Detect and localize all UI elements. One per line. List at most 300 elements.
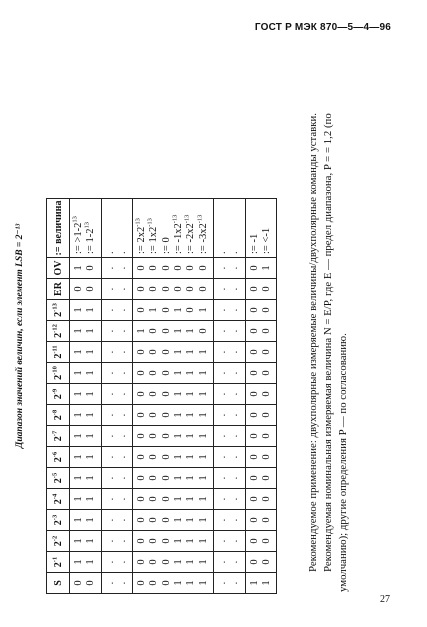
table-cell [70, 199, 102, 258]
table-cell [213, 510, 245, 531]
column-header [47, 510, 70, 531]
bit-value: . [229, 539, 241, 543]
bit-value: 0 [260, 559, 272, 565]
table-row-group [245, 199, 277, 594]
bit-value: 0 [248, 307, 260, 313]
table-cell [245, 489, 277, 510]
bit-value: . [104, 266, 116, 270]
bit-value: 0 [160, 412, 172, 418]
quantity-value: := <-1 [260, 227, 272, 254]
table-header-row [47, 199, 70, 594]
bit-value: 0 [160, 559, 172, 565]
bit-value: . [229, 413, 241, 417]
bit-value: 1 [85, 391, 97, 397]
table-caption: Диапазон значений величин, если элемент LSB = 2⁻¹³ [15, 223, 25, 449]
bit-value: 0 [260, 328, 272, 334]
quantity-value: := $-3x2^{-13}$ [196, 214, 209, 254]
table-cell [101, 510, 133, 531]
bit-value: 1 [73, 433, 84, 439]
table-cell [213, 552, 245, 573]
table-cell [101, 384, 133, 405]
table-cell [245, 405, 277, 426]
bit-value: 1 [173, 454, 185, 460]
table-cell [101, 363, 133, 384]
bit-value: . [216, 308, 228, 312]
table-cell [133, 258, 214, 279]
bit-value: . [216, 350, 228, 354]
table-cell [245, 531, 277, 552]
column-header-exponent: -2 [51, 535, 59, 542]
bit-value: 0 [160, 538, 172, 544]
table-cell [213, 258, 245, 279]
bit-value: 0 [136, 349, 148, 355]
table-cell [70, 531, 102, 552]
bit-value: 1 [85, 559, 97, 565]
quantity-exponent: -13 [134, 218, 142, 227]
bit-value: . [104, 308, 116, 312]
bit-value: 0 [248, 433, 260, 439]
bit-value: . [229, 329, 241, 333]
table-cell [101, 468, 133, 489]
bit-value: 0 [160, 517, 172, 523]
column-header-label: 2 [52, 353, 64, 359]
table-cell [213, 489, 245, 510]
column-header [47, 489, 70, 510]
bit-value: . [116, 392, 128, 396]
bit-value: 0 [85, 265, 97, 271]
table-cell [101, 573, 133, 594]
bit-value: 0 [173, 265, 185, 271]
bit-value: 1 [173, 412, 185, 418]
bit-value: 0 [148, 370, 160, 376]
column-header [47, 199, 70, 258]
column-header [47, 405, 70, 426]
bit-value: . [216, 266, 228, 270]
bit-value: 0 [197, 265, 209, 271]
column-header-exponent: -5 [51, 472, 59, 479]
bit-value: 0 [248, 454, 260, 460]
quantity-value: . [104, 251, 116, 254]
column-header-label: S [52, 580, 64, 586]
bit-value: 0 [136, 496, 148, 502]
bit-value: 0 [160, 496, 172, 502]
bit-value: 1 [73, 538, 84, 544]
bit-value: 1 [85, 412, 97, 418]
table-row-group [70, 199, 102, 594]
bit-value: . [216, 371, 228, 375]
table-cell [70, 552, 102, 573]
bit-value: . [104, 560, 116, 564]
bit-value: 0 [136, 580, 148, 586]
bit-value: 1 [173, 496, 185, 502]
bit-value: 1 [197, 517, 209, 523]
bit-value: . [116, 329, 128, 333]
bit-value: . [104, 329, 116, 333]
bit-value: 1 [73, 517, 84, 523]
bit-value: 1 [185, 475, 197, 481]
table-cell [133, 510, 214, 531]
bit-value: 1 [197, 349, 209, 355]
table-cell [245, 300, 277, 321]
table-cell [213, 279, 245, 300]
bit-value: 1 [85, 496, 97, 502]
table-cell [133, 279, 214, 300]
bit-value: 0 [248, 391, 260, 397]
table-cell [213, 363, 245, 384]
table-cell [101, 447, 133, 468]
bit-value: 0 [260, 517, 272, 523]
table-cell [213, 468, 245, 489]
column-header-label: 2 [52, 374, 64, 380]
bit-value: 0 [248, 370, 260, 376]
notes [306, 77, 351, 592]
bit-value: 0 [248, 475, 260, 481]
column-header-label: := величина [52, 200, 64, 256]
column-header-label: OV [52, 260, 64, 276]
bit-value: 1 [185, 370, 197, 376]
column-header [47, 258, 70, 279]
quantity-value: := $>1-2^{13}$ [71, 216, 84, 254]
bit-value: . [116, 350, 128, 354]
bit-value: 1 [197, 538, 209, 544]
bit-value: 1 [173, 433, 185, 439]
bit-value: 1 [173, 538, 185, 544]
table-cell [133, 405, 214, 426]
column-header-exponent: -11 [51, 345, 59, 354]
bit-value: 1 [185, 349, 197, 355]
column-header [47, 384, 70, 405]
bit-value: 0 [160, 580, 172, 586]
bit-value: . [229, 350, 241, 354]
bit-value: . [229, 581, 241, 585]
bit-value: 1 [185, 433, 197, 439]
table-cell [245, 426, 277, 447]
bit-value: 0 [160, 349, 172, 355]
bit-value: 0 [248, 496, 260, 502]
table-cell [213, 405, 245, 426]
table-cell [133, 363, 214, 384]
bit-value: . [104, 581, 116, 585]
column-header-label: 2 [52, 541, 64, 547]
bit-value: 0 [260, 370, 272, 376]
bit-value: 1 [73, 475, 84, 481]
bit-value: 0 [148, 286, 160, 292]
bit-value: 1 [197, 496, 209, 502]
bit-value: 1 [248, 580, 260, 586]
bit-value: 0 [148, 454, 160, 460]
bit-value: . [229, 497, 241, 501]
bit-value: . [216, 329, 228, 333]
table-cell [245, 468, 277, 489]
column-header [47, 468, 70, 489]
table-cell [245, 199, 277, 258]
bit-value: . [116, 497, 128, 501]
bit-value: 0 [248, 265, 260, 271]
table-cell [245, 510, 277, 531]
bit-value: 0 [260, 412, 272, 418]
column-header-label: 2 [52, 478, 64, 484]
bit-value: . [229, 476, 241, 480]
bit-value: . [216, 518, 228, 522]
column-header-label: 2 [52, 415, 64, 421]
bit-value: 1 [173, 349, 185, 355]
table-cell [133, 447, 214, 468]
table-cell [213, 342, 245, 363]
bit-value: 1 [197, 307, 209, 313]
bit-value: 1 [148, 307, 160, 313]
table-cell [70, 489, 102, 510]
bit-value: . [116, 581, 128, 585]
table-cell [101, 300, 133, 321]
column-header [47, 300, 70, 321]
bit-value: 0 [148, 559, 160, 565]
quantity-value: . [116, 251, 128, 254]
table-cell [213, 384, 245, 405]
column-header-exponent: -3 [51, 514, 59, 521]
table-cell [133, 573, 214, 594]
bit-value: 1 [173, 559, 185, 565]
bit-value: . [229, 518, 241, 522]
bit-value: . [104, 287, 116, 291]
bit-value: 1 [73, 496, 84, 502]
bit-value: 0 [136, 517, 148, 523]
bit-value: 0 [260, 496, 272, 502]
quantity-value: := 0 [160, 237, 172, 254]
bit-value: 0 [148, 328, 160, 334]
bit-value: . [229, 287, 241, 291]
table-cell [133, 384, 214, 405]
bit-value: 0 [160, 265, 172, 271]
table-cell [133, 552, 214, 573]
bit-value: 1 [173, 475, 185, 481]
column-header-exponent: -9 [51, 388, 59, 395]
bit-value: 0 [248, 328, 260, 334]
bit-value: . [216, 434, 228, 438]
bit-value: 0 [136, 265, 148, 271]
table-cell [213, 321, 245, 342]
bit-value: 0 [260, 454, 272, 460]
bit-value: 0 [160, 370, 172, 376]
bit-value: . [116, 518, 128, 522]
table-cell [245, 552, 277, 573]
table-cell [70, 384, 102, 405]
column-header [47, 342, 70, 363]
bit-value: 0 [160, 286, 172, 292]
bit-value: 1 [73, 559, 84, 565]
note-nominal: Рекомендуемая номинальная измеряемая величина N = E/P, где E — предел диапазона, P = = 1,2 (по умолчанию); другие определения P — по согласованию. [322, 113, 349, 592]
bit-value: 0 [160, 391, 172, 397]
bit-value: . [116, 476, 128, 480]
bit-value: 0 [148, 475, 160, 481]
bit-value: 1 [185, 517, 197, 523]
bit-value: 0 [136, 538, 148, 544]
bit-value: 1 [197, 391, 209, 397]
bit-value: . [116, 287, 128, 291]
bit-value: 1 [185, 454, 197, 460]
table-cell [245, 342, 277, 363]
column-header [47, 426, 70, 447]
column-header-label: 2 [52, 562, 64, 568]
bit-value: . [104, 455, 116, 459]
bit-value: 1 [185, 391, 197, 397]
bit-value: . [104, 392, 116, 396]
table-cell [70, 573, 102, 594]
bit-value: . [229, 371, 241, 375]
bit-value: 1 [173, 307, 185, 313]
bit-value: 1 [73, 307, 84, 313]
bit-value: 0 [136, 412, 148, 418]
table-cell [133, 426, 214, 447]
column-header-label: 2 [52, 311, 64, 317]
bit-value: 0 [148, 412, 160, 418]
bit-value: 1 [85, 454, 97, 460]
table-cell [213, 447, 245, 468]
table-cell [133, 489, 214, 510]
bit-value: 1 [73, 454, 84, 460]
bit-value: 0 [197, 286, 209, 292]
bit-value: 1 [173, 328, 185, 334]
bit-value: . [104, 350, 116, 354]
quantity-value: := -1 [248, 233, 260, 254]
table-cell [245, 321, 277, 342]
table-cell [213, 531, 245, 552]
column-header-label: 2 [52, 457, 64, 463]
column-header [47, 531, 70, 552]
table-cell [101, 426, 133, 447]
bit-value: . [116, 308, 128, 312]
bit-value: 1 [85, 538, 97, 544]
quantity-exponent: 13 [83, 222, 91, 229]
table-cell [70, 510, 102, 531]
bit-value: 1 [85, 433, 97, 439]
bit-value: . [229, 434, 241, 438]
bit-value: . [104, 539, 116, 543]
bit-value: . [116, 434, 128, 438]
bit-value: . [229, 308, 241, 312]
bit-value: 0 [148, 538, 160, 544]
bit-value: 1 [260, 580, 272, 586]
table-cell [213, 573, 245, 594]
bit-value: 1 [85, 328, 97, 334]
column-header-exponent: -1 [51, 556, 59, 563]
bit-value: 0 [136, 559, 148, 565]
column-header-exponent: -8 [51, 409, 59, 416]
bit-value: 1 [197, 433, 209, 439]
quantity-value: . [229, 251, 241, 254]
table-cell [70, 426, 102, 447]
bit-value: 0 [160, 454, 172, 460]
bit-value: 0 [136, 307, 148, 313]
bit-value: 0 [248, 559, 260, 565]
bit-value: . [104, 518, 116, 522]
bit-value: 0 [197, 328, 209, 334]
column-header-exponent: -6 [51, 451, 59, 458]
table-cell [133, 468, 214, 489]
bit-value: . [116, 560, 128, 564]
bit-value: . [116, 539, 128, 543]
bit-value: 1 [260, 265, 272, 271]
bit-value: 1 [173, 517, 185, 523]
bit-value: 1 [185, 412, 197, 418]
bit-value: 0 [248, 412, 260, 418]
column-header-label: 2 [52, 520, 64, 526]
table-cell [245, 447, 277, 468]
bit-value: 1 [85, 307, 97, 313]
bit-value: 1 [73, 370, 84, 376]
bit-value: . [216, 455, 228, 459]
bit-value: . [104, 413, 116, 417]
bit-value: 1 [197, 412, 209, 418]
bit-value: . [104, 371, 116, 375]
bit-value: . [216, 497, 228, 501]
bit-value: 1 [173, 391, 185, 397]
bit-value: 0 [185, 286, 197, 292]
quantity-value: . [216, 251, 228, 254]
column-header [47, 552, 70, 573]
table-cell [213, 199, 245, 258]
bit-value: 0 [148, 517, 160, 523]
bit-value: 1 [185, 580, 197, 586]
column-header [47, 321, 70, 342]
table-cell [133, 531, 214, 552]
bit-value: 1 [197, 454, 209, 460]
bit-value: 0 [185, 307, 197, 313]
quantity-value: := $2x2^{-13}$ [134, 218, 148, 254]
bit-value: 1 [85, 517, 97, 523]
column-header-label: 2 [52, 394, 64, 400]
table-cell [213, 426, 245, 447]
table-cell [133, 342, 214, 363]
bit-value: 1 [197, 559, 209, 565]
bit-value: 0 [136, 454, 148, 460]
bit-value: 0 [248, 349, 260, 355]
bit-value: . [216, 287, 228, 291]
bit-value: 0 [160, 475, 172, 481]
table-cell [245, 384, 277, 405]
bit-value: 0 [136, 370, 148, 376]
quantity-exponent: -13 [196, 214, 204, 224]
bit-value: 0 [260, 349, 272, 355]
table-cell [101, 405, 133, 426]
bit-value: . [104, 434, 116, 438]
bit-value: 0 [260, 538, 272, 544]
bit-value: 0 [136, 286, 148, 292]
table-cell [101, 552, 133, 573]
rotated-content [14, 76, 394, 596]
bit-value: 0 [148, 496, 160, 502]
bit-value: 0 [136, 475, 148, 481]
bit-value: . [216, 392, 228, 396]
bit-value: 1 [197, 370, 209, 376]
bit-value: . [116, 413, 128, 417]
column-header-exponent: -12 [51, 324, 59, 333]
table-cell [70, 447, 102, 468]
bit-value: 1 [73, 391, 84, 397]
table-cell [70, 279, 102, 300]
page-number: 27 [380, 594, 390, 605]
column-header-label: 2 [52, 436, 64, 442]
document-header: ГОСТ Р МЭК 870—5—4—96 [254, 22, 391, 33]
bit-value: 0 [260, 286, 272, 292]
value-range-table [46, 198, 277, 594]
quantity-value: := $1-2^{13}$ [83, 222, 97, 254]
table-cell [70, 300, 102, 321]
note-usage: Рекомендуемое применение: двухполярные измеряемые величины/двухполярные команды уставки. [307, 113, 319, 572]
quantity-exponent: 13 [71, 216, 79, 223]
bit-value: 0 [160, 328, 172, 334]
table-row-group [101, 199, 133, 594]
table-cell [101, 279, 133, 300]
